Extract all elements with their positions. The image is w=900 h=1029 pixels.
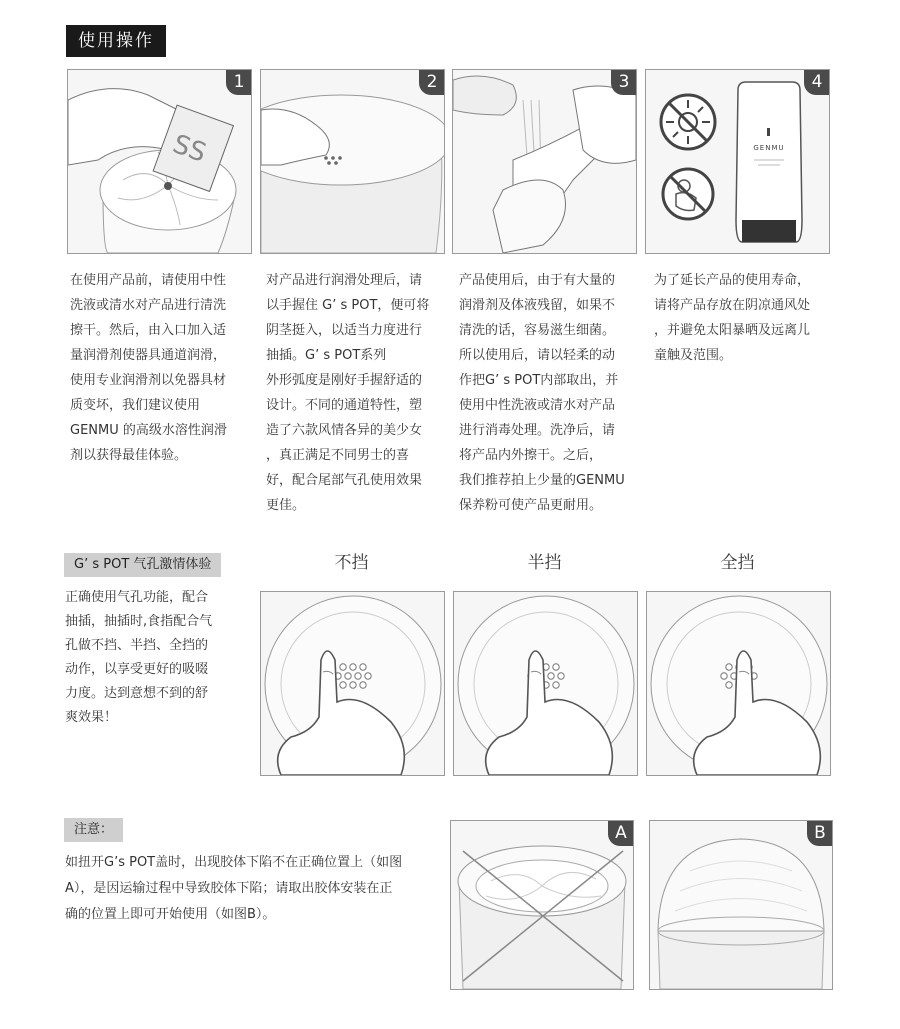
figure-badge-b: B — [807, 820, 833, 846]
air-hole — [726, 664, 732, 670]
step-2-text: 对产品进行润滑处理后，请 以手握住 G’ s POT，便可将 阴茎挺入，以适当力度进行 抽插。G’ s POT系列 外形弧度是刚好手握舒适的 设计。不同的通道特性，塑 造了六款风情各异的美少女 ，真正满足不同男士的喜 好，配合尾部气孔使用效果 更佳。 — [266, 273, 430, 513]
svg-text:SS: SS — [168, 129, 210, 169]
mode-none-drawing — [261, 592, 444, 775]
air-hole — [721, 673, 727, 679]
air-hole — [360, 664, 366, 670]
step-badge: 4 — [804, 69, 830, 95]
air-hole — [340, 682, 346, 688]
step-3-illustration — [452, 69, 637, 254]
mode-illustration-half — [453, 591, 638, 776]
air-hole — [350, 682, 356, 688]
bottle-brand-text: GENMU — [753, 144, 785, 152]
figure-a — [450, 820, 634, 990]
mode-illustration-full — [646, 591, 831, 776]
no-sun-icon — [661, 95, 715, 149]
mode-illustration-none — [260, 591, 445, 776]
air-hole — [365, 673, 371, 679]
step-4-drawing — [646, 70, 829, 253]
air-hole — [548, 673, 554, 679]
step-badge: 1 — [226, 69, 252, 95]
step-1-text: 在使用产品前，请使用中性 洗液或清水对产品进行清洗 擦干。然后，由入口加入适 量润滑剂使器具通道润滑， 使用专业润滑剂以免器具材 质变坏，我们建议使用 GENMU 的高级水溶性润滑 剂以获得最佳体验。 — [70, 273, 227, 463]
notice-text: 如扭开G’s POT盖时，出现胶体下陷不在正确位置上（如图 A），是因运输过程中导致胶体下陷；请取出胶体安装在正 确的位置上即可开始使用（如图B）。 — [65, 855, 403, 922]
step-4-text: 为了延长产品的使用寿命， 请将产品存放在阴凉通风处 ，并避免太阳暴晒及远离儿 童触及范围。 — [654, 273, 811, 363]
step-badge: 2 — [419, 69, 445, 95]
air-hole — [553, 682, 559, 688]
step-1-drawing — [68, 70, 251, 253]
air-hole — [553, 664, 559, 670]
figure-b — [649, 820, 833, 990]
figure-a-drawing — [451, 821, 633, 989]
mode-label-full: 全挡 — [720, 553, 755, 573]
mode-half-drawing — [454, 592, 637, 775]
step-4-illustration — [645, 69, 830, 254]
air-hole — [355, 673, 361, 679]
genmu-bottle — [736, 82, 802, 242]
mode-label-none: 不挡 — [334, 553, 369, 573]
section-label-notice: 注意： — [64, 818, 123, 842]
no-children-icon — [663, 169, 713, 219]
step-3-text: 产品使用后，由于有大量的 润滑剂及体液残留，如果不 清洗的话，容易滋生细菌。 所以使用后，请以轻柔的动 作把G’ s POT内部取出，并 使用中性洗液或清水对产品 进行消毒处理。洗净后，请 将产品内外擦干。之后， 我们推荐拍上少量的GENMU 保养粉可使产品更耐用。 — [459, 273, 625, 513]
step-2-drawing — [261, 70, 444, 253]
section-label-airhole: G’ s POT 气孔激情体验 — [64, 553, 221, 577]
air-hole — [360, 682, 366, 688]
step-3-drawing — [453, 70, 636, 253]
step-badge: 3 — [611, 69, 637, 95]
air-hole — [558, 673, 564, 679]
section-title-usage: 使用操作 — [66, 25, 166, 57]
air-hole — [350, 664, 356, 670]
figure-b-drawing — [650, 821, 832, 989]
step-1-illustration — [67, 69, 252, 254]
air-hole — [345, 673, 351, 679]
mode-full-drawing — [647, 592, 830, 775]
step-2-illustration — [260, 69, 445, 254]
air-hole — [340, 664, 346, 670]
airhole-text: 正确使用气孔功能，配合 抽插，抽插时,食指配合气 孔做不挡、半挡、全挡的 动作，以享受更好的吸啜 力度。达到意想不到的舒 爽效果！ — [65, 590, 213, 725]
figure-badge-a: A — [608, 820, 634, 846]
mode-label-half: 半挡 — [527, 553, 562, 573]
air-hole — [726, 682, 732, 688]
